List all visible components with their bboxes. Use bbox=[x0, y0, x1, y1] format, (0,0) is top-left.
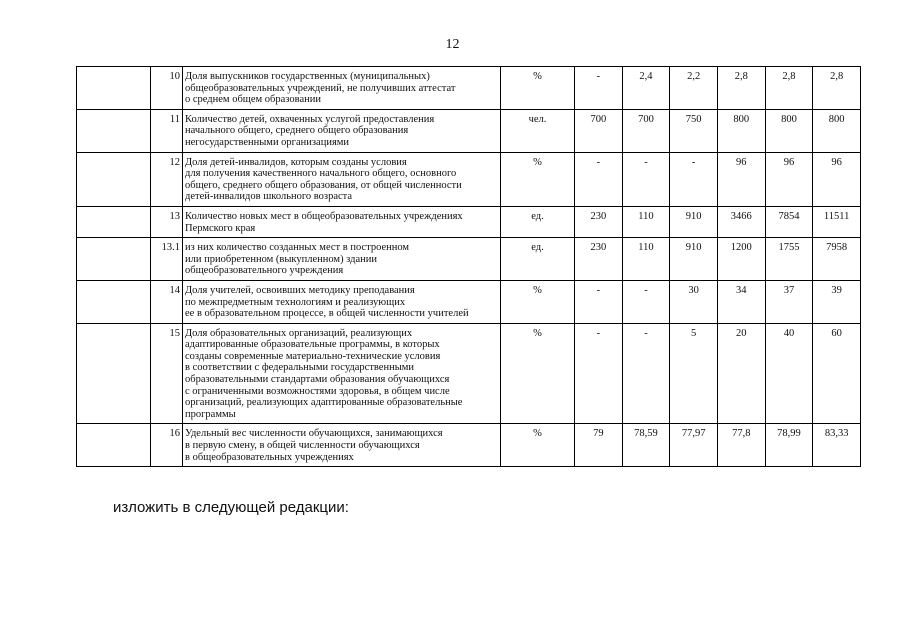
value-cell: 230 bbox=[575, 238, 623, 281]
value-cell: - bbox=[575, 152, 623, 206]
table-row bbox=[77, 238, 861, 281]
value-cell: 2,8 bbox=[717, 67, 765, 110]
value-cell: 700 bbox=[622, 109, 670, 152]
caption-text: изложить в следующей редакции: bbox=[113, 499, 349, 516]
indicator-name-line: по межпредметным технологиям и реализующих bbox=[185, 296, 406, 308]
value-cell: 60 bbox=[813, 323, 861, 424]
value-cell: 910 bbox=[670, 238, 718, 281]
value-cell: 20 bbox=[717, 323, 765, 424]
unit-cell: ед. bbox=[501, 238, 575, 281]
row-number: 15 bbox=[151, 323, 183, 424]
value-cell: 40 bbox=[765, 323, 813, 424]
value-cell: 1200 bbox=[717, 238, 765, 281]
indicator-name bbox=[183, 238, 501, 281]
empty-cell bbox=[77, 206, 151, 237]
value-cell: - bbox=[575, 280, 623, 323]
indicator-name-line: Количество детей, охваченных услугой предоставления bbox=[185, 113, 435, 125]
row-number: 13 bbox=[151, 206, 183, 237]
empty-cell bbox=[77, 424, 151, 467]
value-cell: 96 bbox=[765, 152, 813, 206]
value-cell: 5 bbox=[670, 323, 718, 424]
table-row bbox=[77, 67, 861, 110]
value-cell: 96 bbox=[813, 152, 861, 206]
value-cell: 79 bbox=[575, 424, 623, 467]
unit-cell: % bbox=[501, 280, 575, 323]
value-cell: 77,8 bbox=[717, 424, 765, 467]
indicators-table-body bbox=[77, 67, 861, 467]
indicator-name bbox=[183, 109, 501, 152]
table-row bbox=[77, 280, 861, 323]
value-cell: 800 bbox=[813, 109, 861, 152]
empty-cell bbox=[77, 67, 151, 110]
indicator-name-line: из них количество созданных мест в построенном bbox=[185, 242, 410, 254]
indicator-name-line: детей-инвалидов школьного возраста bbox=[185, 191, 353, 203]
value-cell: 83,33 bbox=[813, 424, 861, 467]
indicator-name bbox=[183, 280, 501, 323]
value-cell: 700 bbox=[575, 109, 623, 152]
value-cell: 11511 bbox=[813, 206, 861, 237]
value-cell: 1755 bbox=[765, 238, 813, 281]
indicator-name-line: в первую смену, в общей численности обучающихся bbox=[185, 440, 420, 452]
indicator-name-line: Удельный вес численности обучающихся, занимающихся bbox=[185, 428, 443, 440]
indicator-name-line: ее в образовательном процессе, в общей численности учителей bbox=[185, 308, 469, 320]
indicator-name bbox=[183, 206, 501, 237]
indicators-table bbox=[76, 66, 861, 467]
indicator-name-line: начального общего, среднего общего образования bbox=[185, 125, 409, 137]
row-number: 11 bbox=[151, 109, 183, 152]
indicator-name bbox=[183, 152, 501, 206]
table-row bbox=[77, 323, 861, 424]
unit-cell: % bbox=[501, 323, 575, 424]
indicator-name-line: организаций, реализующих адаптированные образовательные bbox=[185, 397, 463, 409]
indicator-name-line: негосударственными организациями bbox=[185, 136, 350, 148]
value-cell: 3466 bbox=[717, 206, 765, 237]
indicator-name-line: с ограниченными возможностями здоровья, в общем числе bbox=[185, 385, 450, 397]
value-cell: 77,97 bbox=[670, 424, 718, 467]
unit-cell: % bbox=[501, 152, 575, 206]
row-number: 10 bbox=[151, 67, 183, 110]
indicator-name-line: Доля детей-инвалидов, которым созданы условия bbox=[185, 156, 407, 168]
value-cell: 34 bbox=[717, 280, 765, 323]
row-number: 13.1 bbox=[151, 238, 183, 281]
value-cell: 30 bbox=[670, 280, 718, 323]
indicator-name-line: Пермского края bbox=[185, 222, 256, 234]
indicator-name-line: в общеобразовательных учреждениях bbox=[185, 451, 354, 463]
row-number: 12 bbox=[151, 152, 183, 206]
indicator-name-line: Доля образовательных организаций, реализующих bbox=[185, 327, 413, 339]
value-cell: - bbox=[622, 280, 670, 323]
value-cell: 2,8 bbox=[813, 67, 861, 110]
indicator-name-line: в соответствии с федеральными государственными bbox=[185, 362, 415, 374]
value-cell: - bbox=[670, 152, 718, 206]
value-cell: 800 bbox=[717, 109, 765, 152]
indicator-name-line: Доля учителей, освоивших методику преподавания bbox=[185, 284, 415, 296]
table-row bbox=[77, 109, 861, 152]
unit-cell: чел. bbox=[501, 109, 575, 152]
unit-cell: % bbox=[501, 67, 575, 110]
value-cell: 800 bbox=[765, 109, 813, 152]
empty-cell bbox=[77, 280, 151, 323]
page-number: 12 bbox=[445, 37, 460, 52]
value-cell: 230 bbox=[575, 206, 623, 237]
indicator-name-line: общеобразовательного учреждения bbox=[185, 265, 344, 277]
indicator-name-line: общеобразовательных учреждений, не получивших аттестат bbox=[185, 82, 456, 94]
value-cell: - bbox=[575, 323, 623, 424]
value-cell: 78,59 bbox=[622, 424, 670, 467]
value-cell: 96 bbox=[717, 152, 765, 206]
indicator-name-line: образовательными стандартами образования обучающихся bbox=[185, 374, 450, 386]
unit-cell: % bbox=[501, 424, 575, 467]
value-cell: 2,8 bbox=[765, 67, 813, 110]
value-cell: 37 bbox=[765, 280, 813, 323]
value-cell: - bbox=[622, 152, 670, 206]
row-number: 14 bbox=[151, 280, 183, 323]
value-cell: 39 bbox=[813, 280, 861, 323]
value-cell: 110 bbox=[622, 238, 670, 281]
indicator-name bbox=[183, 323, 501, 424]
empty-cell bbox=[77, 109, 151, 152]
value-cell: 78,99 bbox=[765, 424, 813, 467]
indicator-name-line: Количество новых мест в общеобразовательных учреждениях bbox=[185, 210, 463, 222]
unit-cell: ед. bbox=[501, 206, 575, 237]
value-cell: 2,2 bbox=[670, 67, 718, 110]
value-cell: 110 bbox=[622, 206, 670, 237]
table-row bbox=[77, 152, 861, 206]
value-cell: - bbox=[575, 67, 623, 110]
table-row bbox=[77, 424, 861, 467]
row-number: 16 bbox=[151, 424, 183, 467]
value-cell: - bbox=[622, 323, 670, 424]
value-cell: 7854 bbox=[765, 206, 813, 237]
empty-cell bbox=[77, 238, 151, 281]
indicator-name-line: созданы современные материально-технические условия bbox=[185, 350, 441, 362]
empty-cell bbox=[77, 152, 151, 206]
indicator-name-line: адаптированные образовательные программы, в которых bbox=[185, 339, 440, 351]
value-cell: 750 bbox=[670, 109, 718, 152]
value-cell: 910 bbox=[670, 206, 718, 237]
table-row bbox=[77, 206, 861, 237]
indicator-name bbox=[183, 67, 501, 110]
empty-cell bbox=[77, 323, 151, 424]
indicator-name-line: для получения качественного начального общего, основного bbox=[185, 168, 457, 180]
indicator-name-line: программы bbox=[185, 408, 236, 420]
value-cell: 7958 bbox=[813, 238, 861, 281]
indicator-name bbox=[183, 424, 501, 467]
indicator-name-line: Доля выпускников государственных (муниципальных) bbox=[185, 71, 430, 82]
indicator-name-line: или приобретенном (выкупленном) здании bbox=[185, 253, 378, 265]
indicator-name-line: о среднем общем образовании bbox=[185, 94, 321, 106]
value-cell: 2,4 bbox=[622, 67, 670, 110]
indicator-name-line: общего, среднего общего образования, от общей численности bbox=[185, 179, 462, 191]
